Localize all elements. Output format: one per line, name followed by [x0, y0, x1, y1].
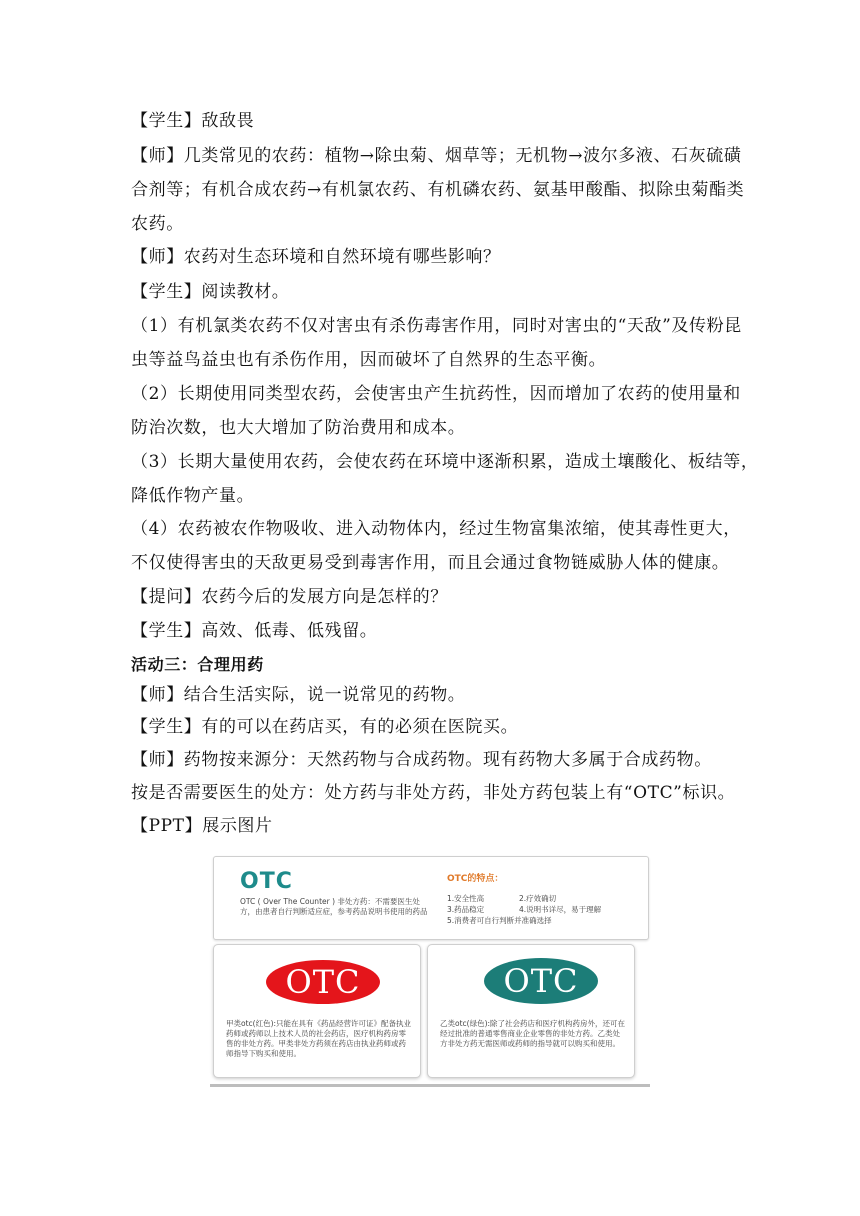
text-line: 【师】几类常见的农药：植物→除虫菊、烟草等；无机物→波尔多液、石灰硫磺 — [131, 146, 742, 166]
feature-item: 3.药品稳定 — [447, 905, 485, 914]
text-line: 虫等益鸟益虫也有杀伤作用，因而破坏了自然界的生态平衡。 — [131, 350, 607, 370]
red-otc-badge: OTC — [266, 960, 380, 1004]
red-otc-panel — [213, 944, 421, 1078]
text-line: 【学生】高效、低毒、低残留。 — [131, 621, 378, 641]
text-line: 【PPT】展示图片 — [131, 816, 273, 836]
text-line: （3）长期大量使用农药，会使农药在环境中逐渐积累，造成土壤酸化、板结等， — [131, 452, 759, 472]
text-line: 降低作物产量。 — [131, 486, 255, 506]
otc-logo: OTC — [240, 869, 293, 894]
otc-info-panel — [213, 856, 649, 940]
otc-description: OTC ( Over The Counter ) 非处方药：不需要医生处方，由患者自行判断适应症，参考药品说明书使用的药品 — [240, 897, 428, 916]
green-otc-text: 乙类otc(绿色):除了社会药店和医疗机构药房外，还可在经过批准的普通零售商业企业零售的非处方药。乙类处方非处方药无需医师或药师的指导就可以购买和使用。 — [440, 1019, 626, 1048]
text-line: （2）长期使用同类型农药，会使害虫产生抗药性，因而增加了农药的使用量和 — [131, 384, 741, 404]
otc-figure — [208, 852, 652, 1090]
text-line: 按是否需要医生的处方：处方药与非处方药，非处方药包装上有“OTC”标识。 — [131, 783, 736, 803]
green-otc-badge: OTC — [484, 958, 598, 1004]
features-title: OTC的特点： — [447, 874, 504, 884]
green-otc-panel — [427, 944, 635, 1078]
feature-item: 1.安全性高 — [447, 894, 485, 903]
text-line: （4）农药被农作物吸收、进入动物体内，经过生物富集浓缩，使其毒性更大， — [131, 519, 741, 539]
feature-item: 2.疗效确切 — [519, 894, 557, 903]
text-line: 【提问】农药今后的发展方向是怎样的？ — [131, 587, 448, 607]
text-line: （1）有机氯类农药不仅对害虫有杀伤毒害作用，同时对害虫的“天敌”及传粉昆 — [131, 316, 742, 336]
text-line: 农药。 — [131, 214, 184, 234]
figure-bottom-rule — [210, 1084, 650, 1087]
text-line: 合剂等；有机合成农药→有机氯农药、有机磷农药、氨基甲酸酯、拟除虫菊酯类 — [131, 180, 745, 200]
features-list — [447, 893, 647, 926]
feature-item: 5.消费者可自行判断并准确选择 — [447, 916, 552, 925]
feature-item: 4.说明书详尽，易于理解 — [519, 905, 602, 914]
text-line: 【师】结合生活实际，说一说常见的药物。 — [131, 685, 466, 705]
text-line: 【学生】敌敌畏 — [131, 111, 255, 131]
text-line: 防治次数，也大大增加了防治费用和成本。 — [131, 418, 466, 438]
text-line: 【学生】有的可以在药店买，有的必须在医院买。 — [131, 717, 519, 737]
text-line: 不仅使得害虫的天敌更易受到毒害作用，而且会通过食物链威胁人体的健康。 — [131, 553, 730, 573]
section-heading: 活动三：合理用药 — [131, 655, 264, 674]
text-line: 【师】药物按来源分：天然药物与合成药物。现有药物大多属于合成药物。 — [131, 750, 712, 770]
text-line: 【师】农药对生态环境和自然环境有哪些影响？ — [131, 247, 501, 267]
text-line: 【学生】阅读教材。 — [131, 282, 290, 302]
red-otc-text: 甲类otc(红色):只能在具有《药品经营许可证》配备执业药师或药师以上技术人员的社会药店，医疗机构药房零售的非处方药。甲类非处方药须在药店由执业药师或药师指导下购买和使用。 — [226, 1019, 412, 1058]
